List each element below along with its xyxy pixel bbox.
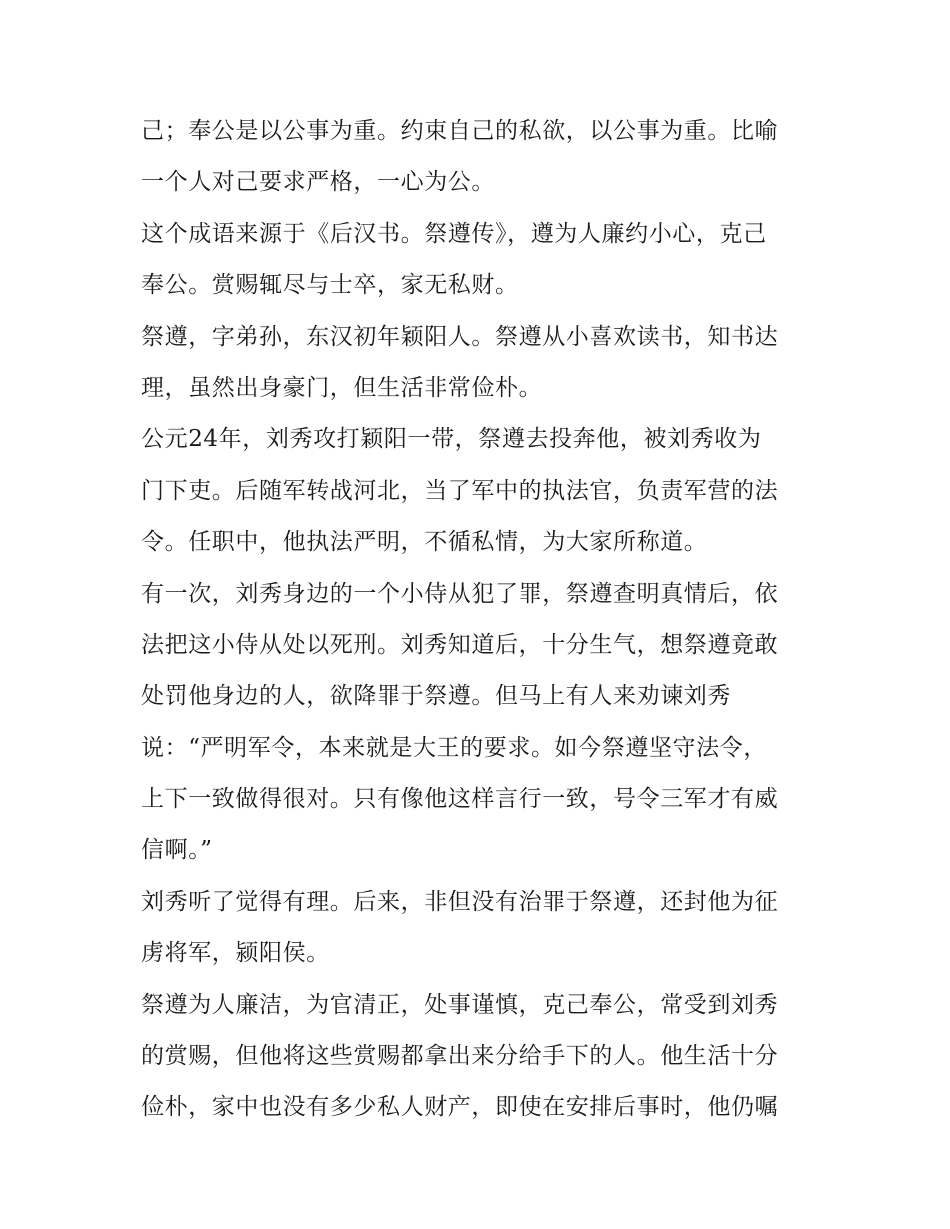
text-line: 一个人对己要求严格，一心为公。: [141, 169, 495, 196]
text-line: 己；奉公是以公事为重。约束自己的私欲，以公事为重。比喻: [141, 118, 779, 144]
text-line: 说：“严明军令，本来就是大王的要求。如今祭遵坚守法令，: [141, 734, 767, 761]
text-line: 上下一致做得很对。只有像他这样言行一致，号令三军才有威: [141, 786, 779, 813]
text-line: 法把这小侍从处以死刑。刘秀知道后，十分生气，想祭遵竟敢: [141, 631, 779, 658]
text-line: 祭遵，字弟孙，东汉初年颖阳人。祭遵从小喜欢读书，知书达: [141, 323, 779, 350]
text-line: 门下吏。后随军转战河北，当了军中的执法官，负责军营的法: [141, 477, 779, 504]
text-line: 俭朴，家中也没有多少私人财产，即使在安排后事时，他仍嘱: [141, 1094, 779, 1121]
text-line: 虏将军，颍阳侯。: [141, 940, 330, 967]
text-line: 的赏赐，但他将这些赏赐都拿出来分给手下的人。他生活十分: [141, 1043, 779, 1070]
text-line: 奉公。赏赐辄尽与士卒，家无私财。: [141, 272, 519, 299]
text-line: 理，虽然出身豪门，但生活非常俭朴。: [141, 374, 543, 401]
text-line: 信啊。”: [141, 837, 213, 864]
text-line: 祭遵为人廉洁，为官清正，处事谨慎，克己奉公，常受到刘秀: [141, 991, 779, 1018]
text-line: 有一次，刘秀身边的一个小侍从犯了罪，祭遵查明真情后，依: [141, 580, 779, 607]
text-line: 公元24年，刘秀攻打颖阳一带，祭遵去投奔他，被刘秀收为: [141, 426, 762, 453]
document-text-body: [141, 106, 821, 1134]
text-line: 处罚他身边的人，欲降罪于祭遵。但马上有人来劝谏刘秀: [141, 683, 731, 710]
text-line: 刘秀听了觉得有理。后来，非但没有治罪于祭遵，还封他为征: [141, 888, 779, 915]
text-line: 这个成语来源于《后汉书。祭遵传》，遵为人廉约小心，克己: [141, 220, 767, 247]
text-line: 令。任职中，他执法严明，不循私情，为大家所称道。: [141, 529, 708, 556]
